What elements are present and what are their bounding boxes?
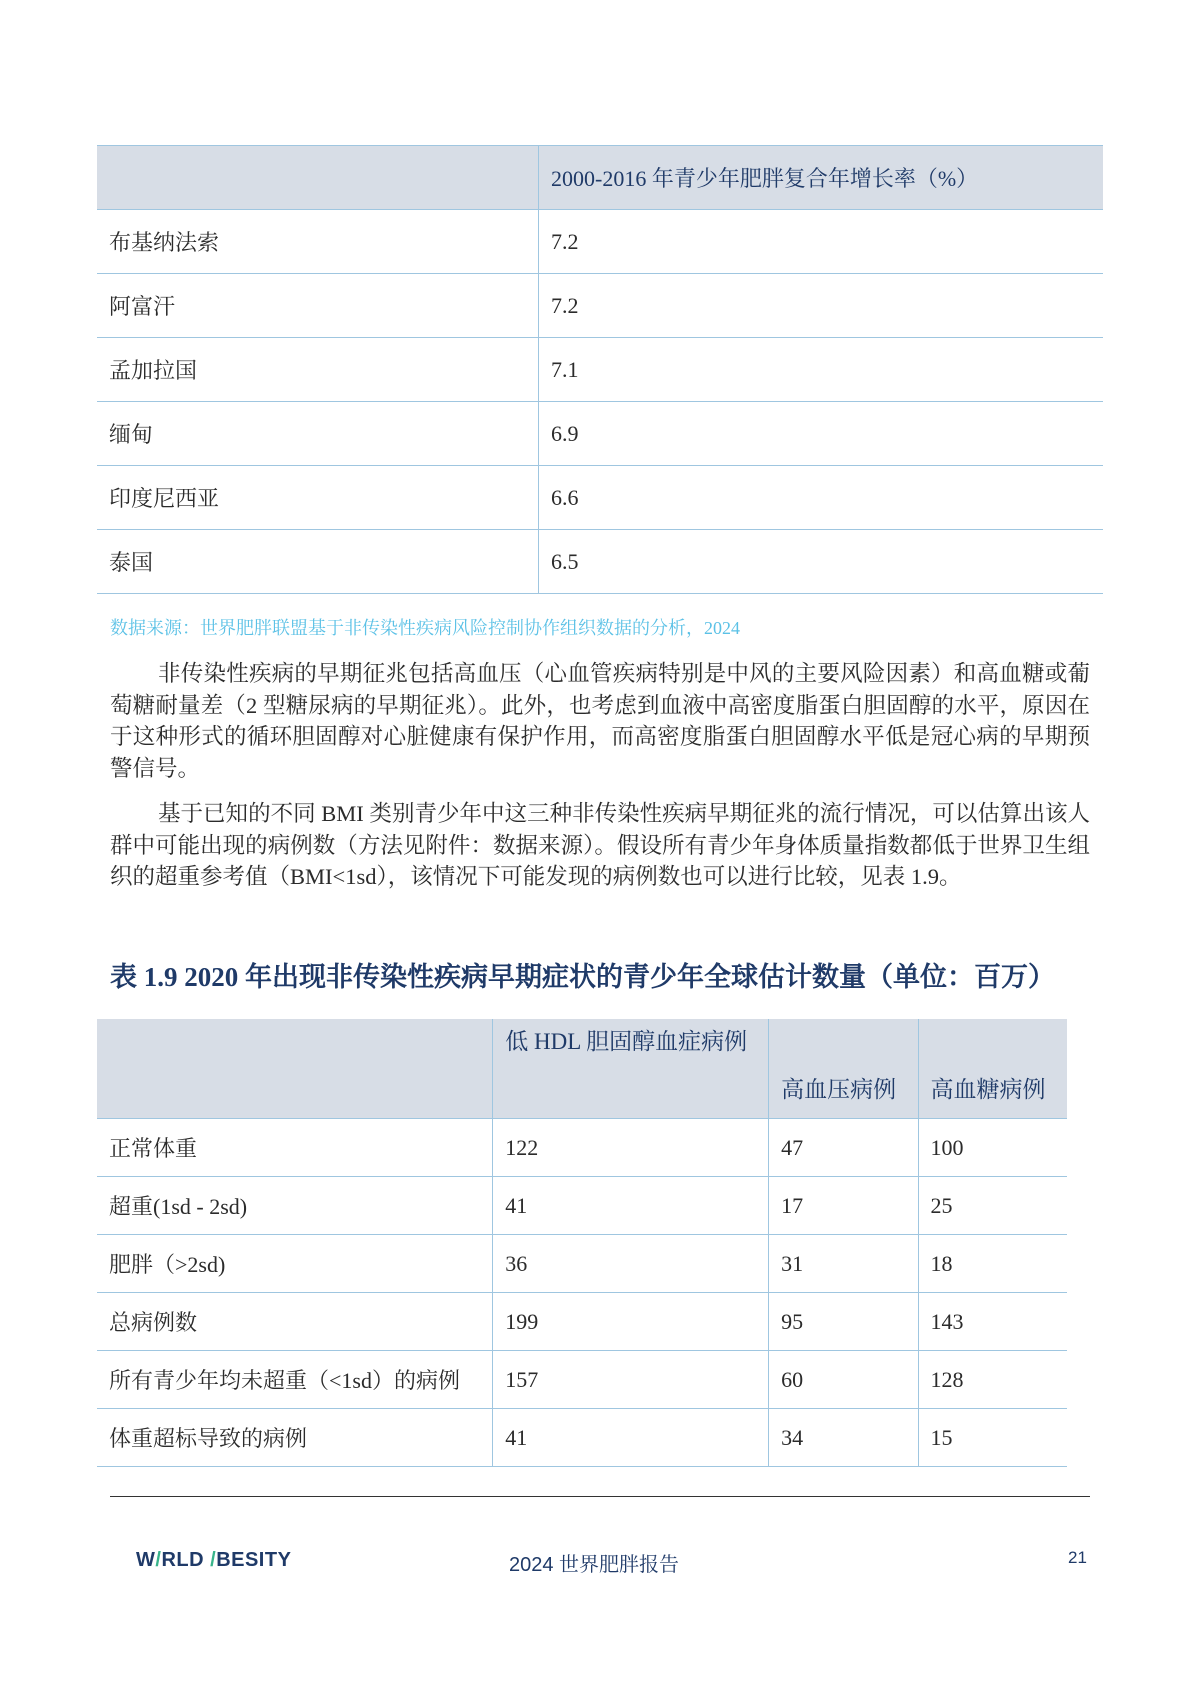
table-row [97, 1351, 1067, 1409]
rate-cell: 6.6 [539, 466, 1104, 530]
value-cell: 95 [769, 1293, 918, 1351]
value-cell: 157 [493, 1351, 769, 1409]
table-row [97, 1119, 1067, 1177]
rate-cell: 7.2 [539, 274, 1104, 338]
table-row [97, 530, 1103, 594]
table-row [97, 1409, 1067, 1467]
value-cell: 122 [493, 1119, 769, 1177]
value-cell: 100 [918, 1119, 1067, 1177]
logo-slash: / [210, 1549, 217, 1571]
country-cell: 泰国 [97, 530, 539, 594]
table-header-row [97, 1019, 1067, 1119]
value-cell: 15 [918, 1409, 1067, 1467]
table-header-cell: 高血糖病例 [918, 1019, 1067, 1119]
body-paragraph: 基于已知的不同 BMI 类别青少年中这三种非传染性疾病早期征兆的流行情况，可以估算出该人群中可能出现的病例数（方法见附件：数据来源）。假设所有青少年身体质量指数都低于世界卫生组织的超重参考值（BMI<1sd），该情况下可能发现的病例数也可以进行比较，见表 1.9。 [110, 801, 1090, 889]
table-row [97, 210, 1103, 274]
table-caption: 表 1.9 2020 年出现非传染性疾病早期症状的青少年全球估计数量（单位：百万） [110, 962, 1055, 992]
logo-text: W [136, 1549, 156, 1571]
table-row [97, 466, 1103, 530]
value-cell: 31 [769, 1235, 918, 1293]
table-row [97, 1235, 1067, 1293]
table-row [97, 338, 1103, 402]
category-cell: 肥胖（>2sd) [97, 1235, 493, 1293]
value-cell: 47 [769, 1119, 918, 1177]
table-header-cell: 低 HDL 胆固醇血症病例 [493, 1019, 769, 1119]
country-cell: 缅甸 [97, 402, 539, 466]
value-cell: 25 [918, 1177, 1067, 1235]
page-number: 21 [1068, 1548, 1087, 1567]
value-cell: 128 [918, 1351, 1067, 1409]
world-obesity-logo [136, 1549, 291, 1572]
table-header-cell: 2000-2016 年青少年肥胖复合年增长率（%） [539, 146, 1104, 210]
category-cell: 正常体重 [97, 1119, 493, 1177]
data-source-note: 数据来源：世界肥胖联盟基于非传染性疾病风险控制协作组织数据的分析，2024 [110, 618, 740, 638]
table-header-cell [97, 1019, 493, 1119]
category-cell: 体重超标导致的病例 [97, 1409, 493, 1467]
value-cell: 143 [918, 1293, 1067, 1351]
category-cell: 所有青少年均未超重（<1sd）的病例 [97, 1351, 493, 1409]
rate-cell: 6.5 [539, 530, 1104, 594]
report-title: 2024 世界肥胖报告 [509, 1554, 680, 1576]
country-cell: 布基纳法索 [97, 210, 539, 274]
table-header-row [97, 146, 1103, 210]
value-cell: 34 [769, 1409, 918, 1467]
rate-cell: 7.1 [539, 338, 1104, 402]
footer-divider [110, 1496, 1090, 1497]
table-header-cell [97, 146, 539, 210]
ncd-cases-table [97, 1019, 1067, 1467]
value-cell: 41 [493, 1177, 769, 1235]
growth-rate-table [97, 145, 1103, 594]
table-header-cell: 高血压病例 [769, 1019, 918, 1119]
value-cell: 36 [493, 1235, 769, 1293]
body-paragraph: 非传染性疾病的早期征兆包括高血压（心血管疾病特别是中风的主要风险因素）和高血糖或葡萄糖耐量差（2 型糖尿病的早期征兆）。此外，也考虑到血液中高密度脂蛋白胆固醇的水平，原因在于这种形式的循环胆固醇对心脏健康有保护作用，而高密度脂蛋白胆固醇水平低是冠心病的早期预警信号。 [110, 661, 1090, 781]
country-cell: 阿富汗 [97, 274, 539, 338]
category-cell: 总病例数 [97, 1293, 493, 1351]
rate-cell: 6.9 [539, 402, 1104, 466]
logo-text: BESITY [216, 1549, 292, 1571]
rate-cell: 7.2 [539, 210, 1104, 274]
country-cell: 孟加拉国 [97, 338, 539, 402]
logo-text: RLD [161, 1549, 211, 1571]
country-cell: 印度尼西亚 [97, 466, 539, 530]
value-cell: 41 [493, 1409, 769, 1467]
category-cell: 超重(1sd - 2sd) [97, 1177, 493, 1235]
value-cell: 17 [769, 1177, 918, 1235]
table-row [97, 1293, 1067, 1351]
value-cell: 199 [493, 1293, 769, 1351]
logo-slash: / [155, 1549, 162, 1571]
table-row [97, 274, 1103, 338]
table-row [97, 402, 1103, 466]
table-row [97, 1177, 1067, 1235]
value-cell: 60 [769, 1351, 918, 1409]
value-cell: 18 [918, 1235, 1067, 1293]
